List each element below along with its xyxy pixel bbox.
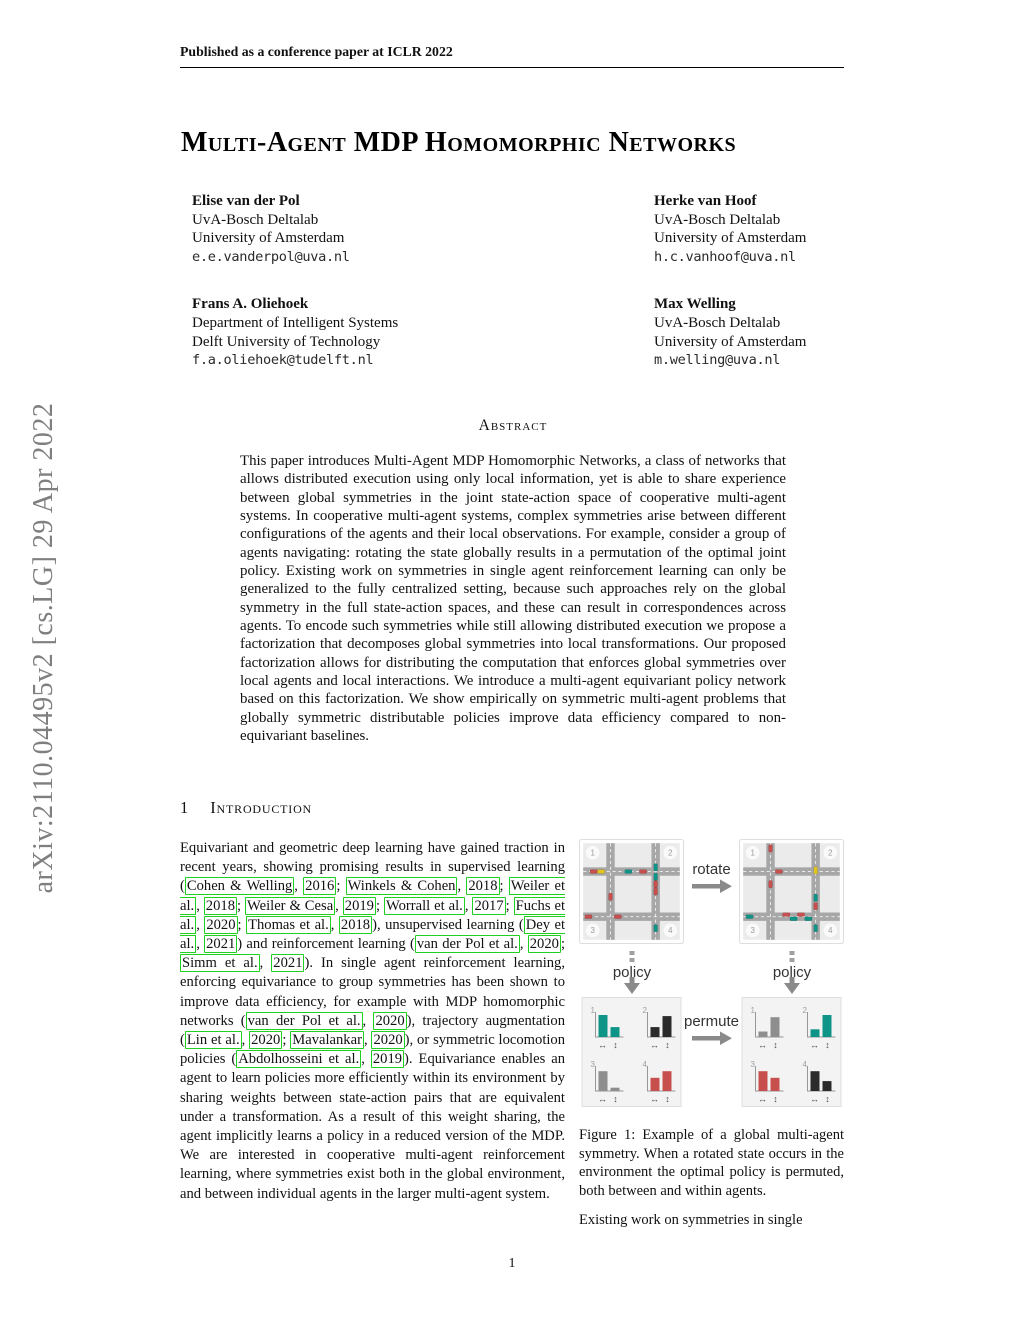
- citation-link[interactable]: Weiler et al.: [180, 878, 566, 914]
- svg-text:↔: ↔: [758, 1094, 767, 1104]
- svg-text:↔: ↔: [758, 1040, 767, 1050]
- citation-link[interactable]: van der Pol et al.: [416, 936, 518, 953]
- author-name: Elise van der Pol: [192, 193, 300, 209]
- citation-link[interactable]: Abdolhosseini et al.: [238, 1051, 360, 1068]
- citation-link[interactable]: 2018: [468, 878, 498, 895]
- svg-text:1: 1: [590, 848, 595, 858]
- citation-link[interactable]: 2020: [375, 1012, 405, 1029]
- author-block: [192, 192, 844, 370]
- figure-rotate-row: [579, 839, 844, 949]
- author-affiliation: UvA-Bosch Deltalab: [192, 211, 319, 228]
- rotate-label: rotate: [692, 861, 731, 878]
- citation-link[interactable]: 2020: [251, 1032, 281, 1049]
- citation-link[interactable]: Weiler & Cesa: [247, 897, 334, 914]
- citation-link[interactable]: 2021: [206, 936, 236, 953]
- section-number: 1: [180, 798, 189, 817]
- svg-text:↕: ↕: [665, 1040, 670, 1050]
- svg-text:1: 1: [750, 848, 755, 858]
- citation-link[interactable]: 2016: [305, 878, 335, 895]
- two-column-body: [180, 839, 844, 1230]
- svg-text:↕: ↕: [825, 1040, 830, 1050]
- policy-row-spacer: [684, 951, 739, 995]
- citation-link[interactable]: Thomas et al.: [248, 916, 329, 933]
- figure-permute-row: [579, 997, 844, 1112]
- svg-text:↕: ↕: [773, 1094, 778, 1104]
- author-max-welling: [654, 295, 844, 369]
- author-email: f.a.oliehoek@tudelft.nl: [192, 352, 374, 369]
- permute-group: [684, 997, 739, 1046]
- svg-text:↕: ↕: [613, 1094, 618, 1104]
- author-affiliation: University of Amsterdam: [654, 333, 807, 350]
- svg-text:↔: ↔: [810, 1040, 819, 1050]
- policy-label: policy: [772, 964, 811, 981]
- author-name: Frans A. Oliehoek: [192, 296, 309, 313]
- right-column-paragraph: Existing work on symmetries in single: [579, 1212, 803, 1229]
- svg-text:↕: ↕: [825, 1094, 830, 1104]
- right-arrow-icon: [690, 878, 734, 894]
- down-arrow-icon: [757, 951, 827, 995]
- author-affiliation: University of Amsterdam: [654, 230, 807, 247]
- citation-link[interactable]: 2020: [206, 916, 236, 933]
- author-affiliation: Delft University of Technology: [192, 333, 381, 350]
- svg-text:↕: ↕: [613, 1040, 618, 1050]
- header-rule: [180, 67, 844, 68]
- citation-link[interactable]: Fuchs et al.: [180, 897, 565, 933]
- running-head: Published as a conference paper at ICLR 2022: [180, 44, 453, 59]
- citation-link[interactable]: Dey et al.: [180, 916, 566, 953]
- svg-text:4: 4: [668, 926, 673, 936]
- svg-text:3: 3: [590, 1060, 595, 1069]
- section-heading-introduction: [180, 798, 312, 818]
- citation-link[interactable]: 2018: [205, 897, 235, 914]
- author-affiliation: Department of Intelligent Systems: [192, 314, 399, 331]
- svg-text:↔: ↔: [598, 1040, 607, 1050]
- policy-arrow-left: [579, 951, 684, 995]
- svg-text:4: 4: [642, 1060, 647, 1069]
- author-elise-van-der-pol: [192, 192, 654, 266]
- svg-text:↔: ↔: [598, 1094, 607, 1104]
- citation-link[interactable]: 2017: [474, 897, 504, 914]
- figure-1-caption: Figure 1: Example of a global multi-agent symmetry. When a rotated state occurs in the environment the optimal policy is permuted, both between and within agents.: [579, 1127, 844, 1199]
- intro-paragraph: Equivariant and geometric deep learning have gained traction in recent years, showing promising results in supervised learning ( Cohen & Welling , 2016 ; Winkels & Cohen , 2018 ; Weiler et al. , 2018 ; Weiler & Cesa , 2019 ; Worrall et al. , 2017 ; Fuchs et al. , 2020 ; Thomas et al. , 2018 ), unsupervised learning ( Dey et al. , 2021 ) and reinforcement learning ( van der Pol et al. , 2020 ; Simm et al. , 2021 ). In single agent reinforcement learning, enforcing equivariance to group symmetries has been shown to improve data efficiency, for example with MDP homomorphic networks ( van der Pol et al. , 2020 ), trajectory augmentation ( Lin et al. , 2020 ; Mavalankar , 2020 ), or symmetric locomotion policies ( Abdolhosseini et al. , 2019 ). Equivariance enables an agent to learn policies more efficiently within its environment by sharing weights between state-action pairs that are equivalent under a transformation. As a result of this weight sharing, the agent implicitly learns a policy in a reduced version of the MDP. We are interested in cooperative multi-agent reinforcement learning, where symmetries exist both in the global environment, and between individual agents in the larger multi-agent system.: [180, 840, 566, 1202]
- svg-text:4: 4: [802, 1060, 807, 1069]
- rotate-group: [684, 839, 739, 894]
- svg-text:3: 3: [590, 926, 595, 936]
- policy-label: policy: [612, 964, 651, 981]
- citation-link[interactable]: 2019: [344, 897, 374, 914]
- citation-link[interactable]: Winkels & Cohen: [347, 878, 456, 895]
- citation-link[interactable]: 2021: [273, 955, 303, 972]
- svg-text:↔: ↔: [650, 1094, 659, 1104]
- svg-text:↕: ↕: [665, 1094, 670, 1104]
- citation-link[interactable]: 2019: [372, 1051, 403, 1068]
- policy-panel-left: [579, 997, 684, 1112]
- policy-panel-right: [739, 997, 844, 1112]
- author-email: e.e.vanderpol@uva.nl: [192, 248, 350, 265]
- traffic-panel-right: [739, 839, 844, 949]
- traffic-panel-left: [579, 839, 684, 949]
- abstract-text: This paper introduces Multi-Agent MDP Homomorphic Networks, a class of networks that allows distributed execution using only local information, yet is able to share experience between global symmetries in the joint state-action space of cooperative multi-agent systems. In cooperative multi-agent systems, complex symmetries arise between different configurations of the agents and their local observations. For example, consider a group of agents navigating: rotating the state globally results in a permutation of the optimal joint policy. Existing work on symmetries in single agent reinforcement learning can only be generalized to the fully centralized setting, because such approaches rely on the global symmetry in the full state-action spaces, and these can result in correspondences across agents. To encode such symmetries while still allowing distributed execution we propose a factorization that decomposes global symmetries into local transformations. Our proposed factorization allows for distributing the computation that enforces global symmetries over local agents and local interactions. We introduce a multi-agent equivariant policy network based on this factorization. We show empirically on symmetric multi-agent problems that globally symmetric distributable policies improve data efficiency compared to non-equivariant baselines.: [240, 453, 786, 745]
- svg-text:2: 2: [642, 1006, 647, 1015]
- author-affiliation: UvA-Bosch Deltalab: [654, 314, 781, 331]
- abstract-heading: Abstract: [478, 417, 548, 434]
- citation-link[interactable]: Lin et al.: [186, 1032, 240, 1049]
- abstract-section: [240, 417, 786, 746]
- citation-link[interactable]: 2020: [373, 1032, 403, 1049]
- svg-text:3: 3: [750, 926, 755, 936]
- citation-link[interactable]: Cohen & Welling: [186, 878, 293, 895]
- author-name: Herke van Hoof: [654, 193, 757, 209]
- policy-arrows-row: [579, 951, 844, 995]
- author-affiliation: University of Amsterdam: [192, 230, 345, 247]
- arxiv-watermark: arXiv:2110.04495v2 [cs.LG] 29 Apr 2022: [28, 402, 59, 894]
- svg-text:↕: ↕: [773, 1040, 778, 1050]
- author-email: m.welling@uva.nl: [654, 352, 781, 369]
- section-name: Introduction: [210, 798, 313, 817]
- citation-link[interactable]: Simm et al.: [182, 955, 258, 972]
- citation-link[interactable]: Worrall et al.: [385, 897, 463, 914]
- page-number: 1: [508, 1256, 516, 1271]
- citation-link[interactable]: Mavalankar: [292, 1032, 362, 1049]
- svg-text:4: 4: [828, 926, 833, 936]
- svg-text:1: 1: [590, 1006, 595, 1015]
- svg-text:1: 1: [750, 1006, 755, 1015]
- author-name: Max Welling: [654, 296, 736, 313]
- svg-text:2: 2: [802, 1006, 807, 1015]
- citation-link[interactable]: van der Pol et al.: [247, 1012, 361, 1029]
- svg-text:3: 3: [750, 1060, 755, 1069]
- citation-link[interactable]: 2020: [529, 936, 559, 953]
- citation-link[interactable]: 2018: [340, 916, 371, 933]
- author-email: h.c.vanhoof@uva.nl: [654, 248, 796, 265]
- author-frans-oliehoek: [192, 295, 654, 369]
- svg-text:↔: ↔: [810, 1094, 819, 1104]
- svg-text:2: 2: [668, 848, 673, 858]
- author-affiliation: UvA-Bosch Deltalab: [654, 211, 781, 228]
- author-herke-van-hoof: [654, 192, 844, 266]
- figure-1: [579, 839, 844, 1230]
- svg-text:↔: ↔: [650, 1040, 659, 1050]
- right-arrow-icon: [690, 1030, 734, 1046]
- down-arrow-icon: [597, 951, 667, 995]
- policy-arrow-right: [739, 951, 844, 995]
- permute-label: permute: [683, 1013, 740, 1030]
- svg-text:2: 2: [828, 848, 833, 858]
- paper-title: Multi-Agent MDP Homomorphic Networks: [181, 127, 737, 158]
